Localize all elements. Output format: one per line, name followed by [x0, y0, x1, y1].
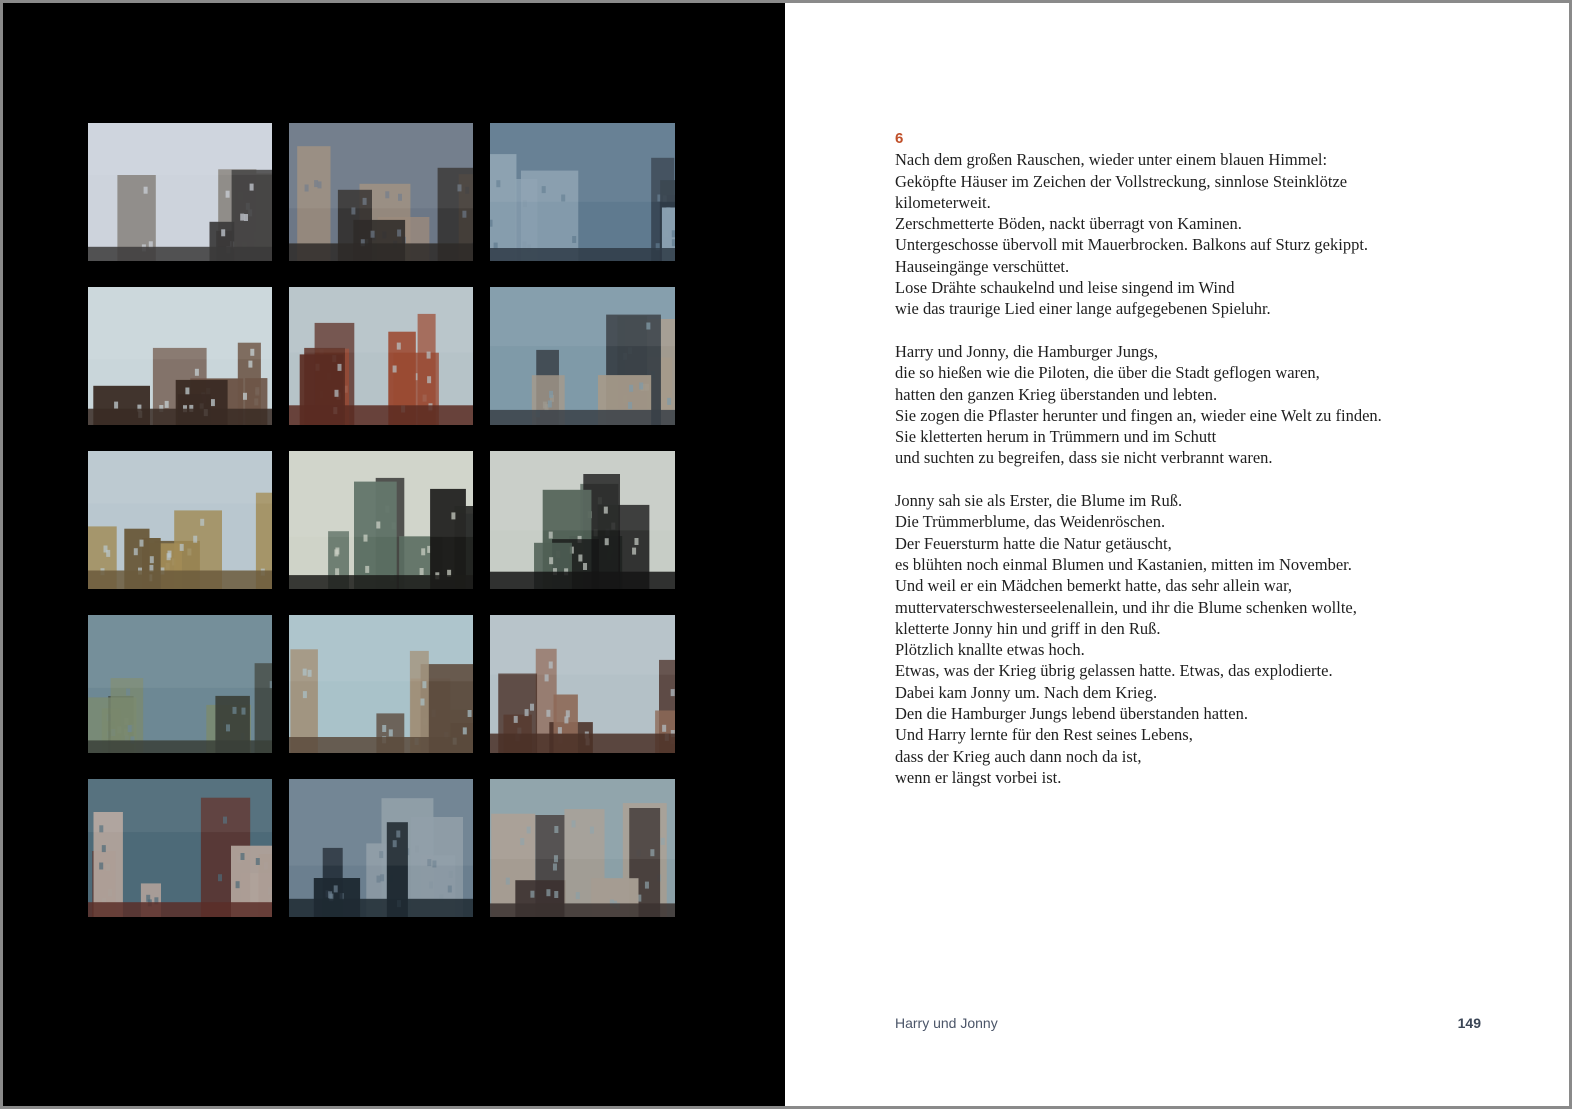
poem-line: Den die Hamburger Jungs lebend überstanden hatten. — [895, 704, 1248, 724]
poem-line: dass der Krieg auch dann noch da ist, — [895, 746, 1142, 766]
poem-line: Und Harry lernte für den Rest seines Lebens, — [895, 725, 1193, 745]
poem-line: Sie zogen die Pflaster herunter und fingen an, wieder eine Welt zu finden. — [895, 405, 1382, 425]
film-still — [289, 615, 473, 753]
film-still — [88, 779, 272, 917]
section-number: 6 — [895, 130, 904, 147]
film-still — [490, 123, 675, 261]
poem-line: Und weil er ein Mädchen bemerkt hatte, das sehr allein war, — [895, 576, 1293, 596]
film-still — [490, 615, 675, 753]
poem-line: Harry und Jonny, die Hamburger Jungs, — [895, 341, 1159, 361]
poem-line: Untergeschosse übervoll mit Mauerbrocken. Balkons auf Sturz gekippt. — [895, 235, 1369, 255]
poem-line: Zerschmetterte Böden, nackt überragt von Kaminen. — [895, 214, 1242, 234]
poem-line: Hauseingänge verschüttet. — [895, 256, 1070, 276]
poem-line: Geköpfte Häuser im Zeichen der Vollstreckung, sinnlose Steinklötze — [895, 171, 1348, 191]
film-still — [289, 123, 473, 261]
poem-text — [895, 128, 1535, 810]
film-still — [490, 779, 675, 917]
film-still — [88, 287, 272, 425]
poem-line: wie das traurige Lied einer lange aufgegebenen Spieluhr. — [895, 299, 1271, 319]
stanza — [895, 490, 1535, 788]
poem-line: die so hießen wie die Piloten, die über die Stadt geflogen waren, — [895, 363, 1320, 383]
running-footer-title: Harry und Jonny — [895, 1015, 998, 1031]
stanza — [895, 341, 1535, 469]
film-still — [88, 451, 272, 589]
poem-line: Der Feuersturm hatte die Natur getäuscht, — [895, 533, 1172, 553]
film-stills-grid — [88, 123, 675, 917]
film-still — [88, 123, 272, 261]
film-still — [289, 287, 473, 425]
film-still — [490, 451, 675, 589]
stanza — [895, 149, 1535, 319]
film-still — [88, 615, 272, 753]
page-number: 149 — [1457, 1015, 1481, 1031]
poem-line: Nach dem großen Rauschen, wieder unter einem blauen Himmel: — [895, 150, 1328, 170]
poem-line: Dabei kam Jonny um. Nach dem Krieg. — [895, 682, 1158, 702]
left-page — [3, 3, 785, 1106]
poem-line: wenn er längst vorbei ist. — [895, 767, 1062, 787]
film-still — [490, 287, 675, 425]
film-still — [289, 451, 473, 589]
book-spread — [3, 3, 1569, 1106]
poem-line: Plötzlich knallte etwas hoch. — [895, 640, 1085, 660]
right-page — [785, 3, 1569, 1106]
poem-line: muttervaterschwesterseelenallein, und ihr die Blume schenken wollte, — [895, 597, 1357, 617]
poem-line: Sie kletterten herum in Trümmern und im Schutt — [895, 427, 1217, 447]
poem-line: Jonny sah sie als Erster, die Blume im Ruß. — [895, 491, 1183, 511]
poem-line: hatten den ganzen Krieg überstanden und lebten. — [895, 384, 1218, 404]
poem-line: Lose Drähte schaukelnd und leise singend im Wind — [895, 278, 1235, 298]
poem-line: Die Trümmerblume, das Weidenröschen. — [895, 512, 1166, 532]
poem-line: kletterte Jonny hin und griff in den Ruß. — [895, 618, 1161, 638]
poem-line: Etwas, was der Krieg übrig gelassen hatte. Etwas, das explodierte. — [895, 661, 1333, 681]
poem-line: und suchten zu begreifen, dass sie nicht verbrannt waren. — [895, 448, 1273, 468]
poem-line: es blühten noch einmal Blumen und Kastanien, mitten im November. — [895, 554, 1352, 574]
poem-line: kilometerweit. — [895, 192, 991, 212]
film-still — [289, 779, 473, 917]
